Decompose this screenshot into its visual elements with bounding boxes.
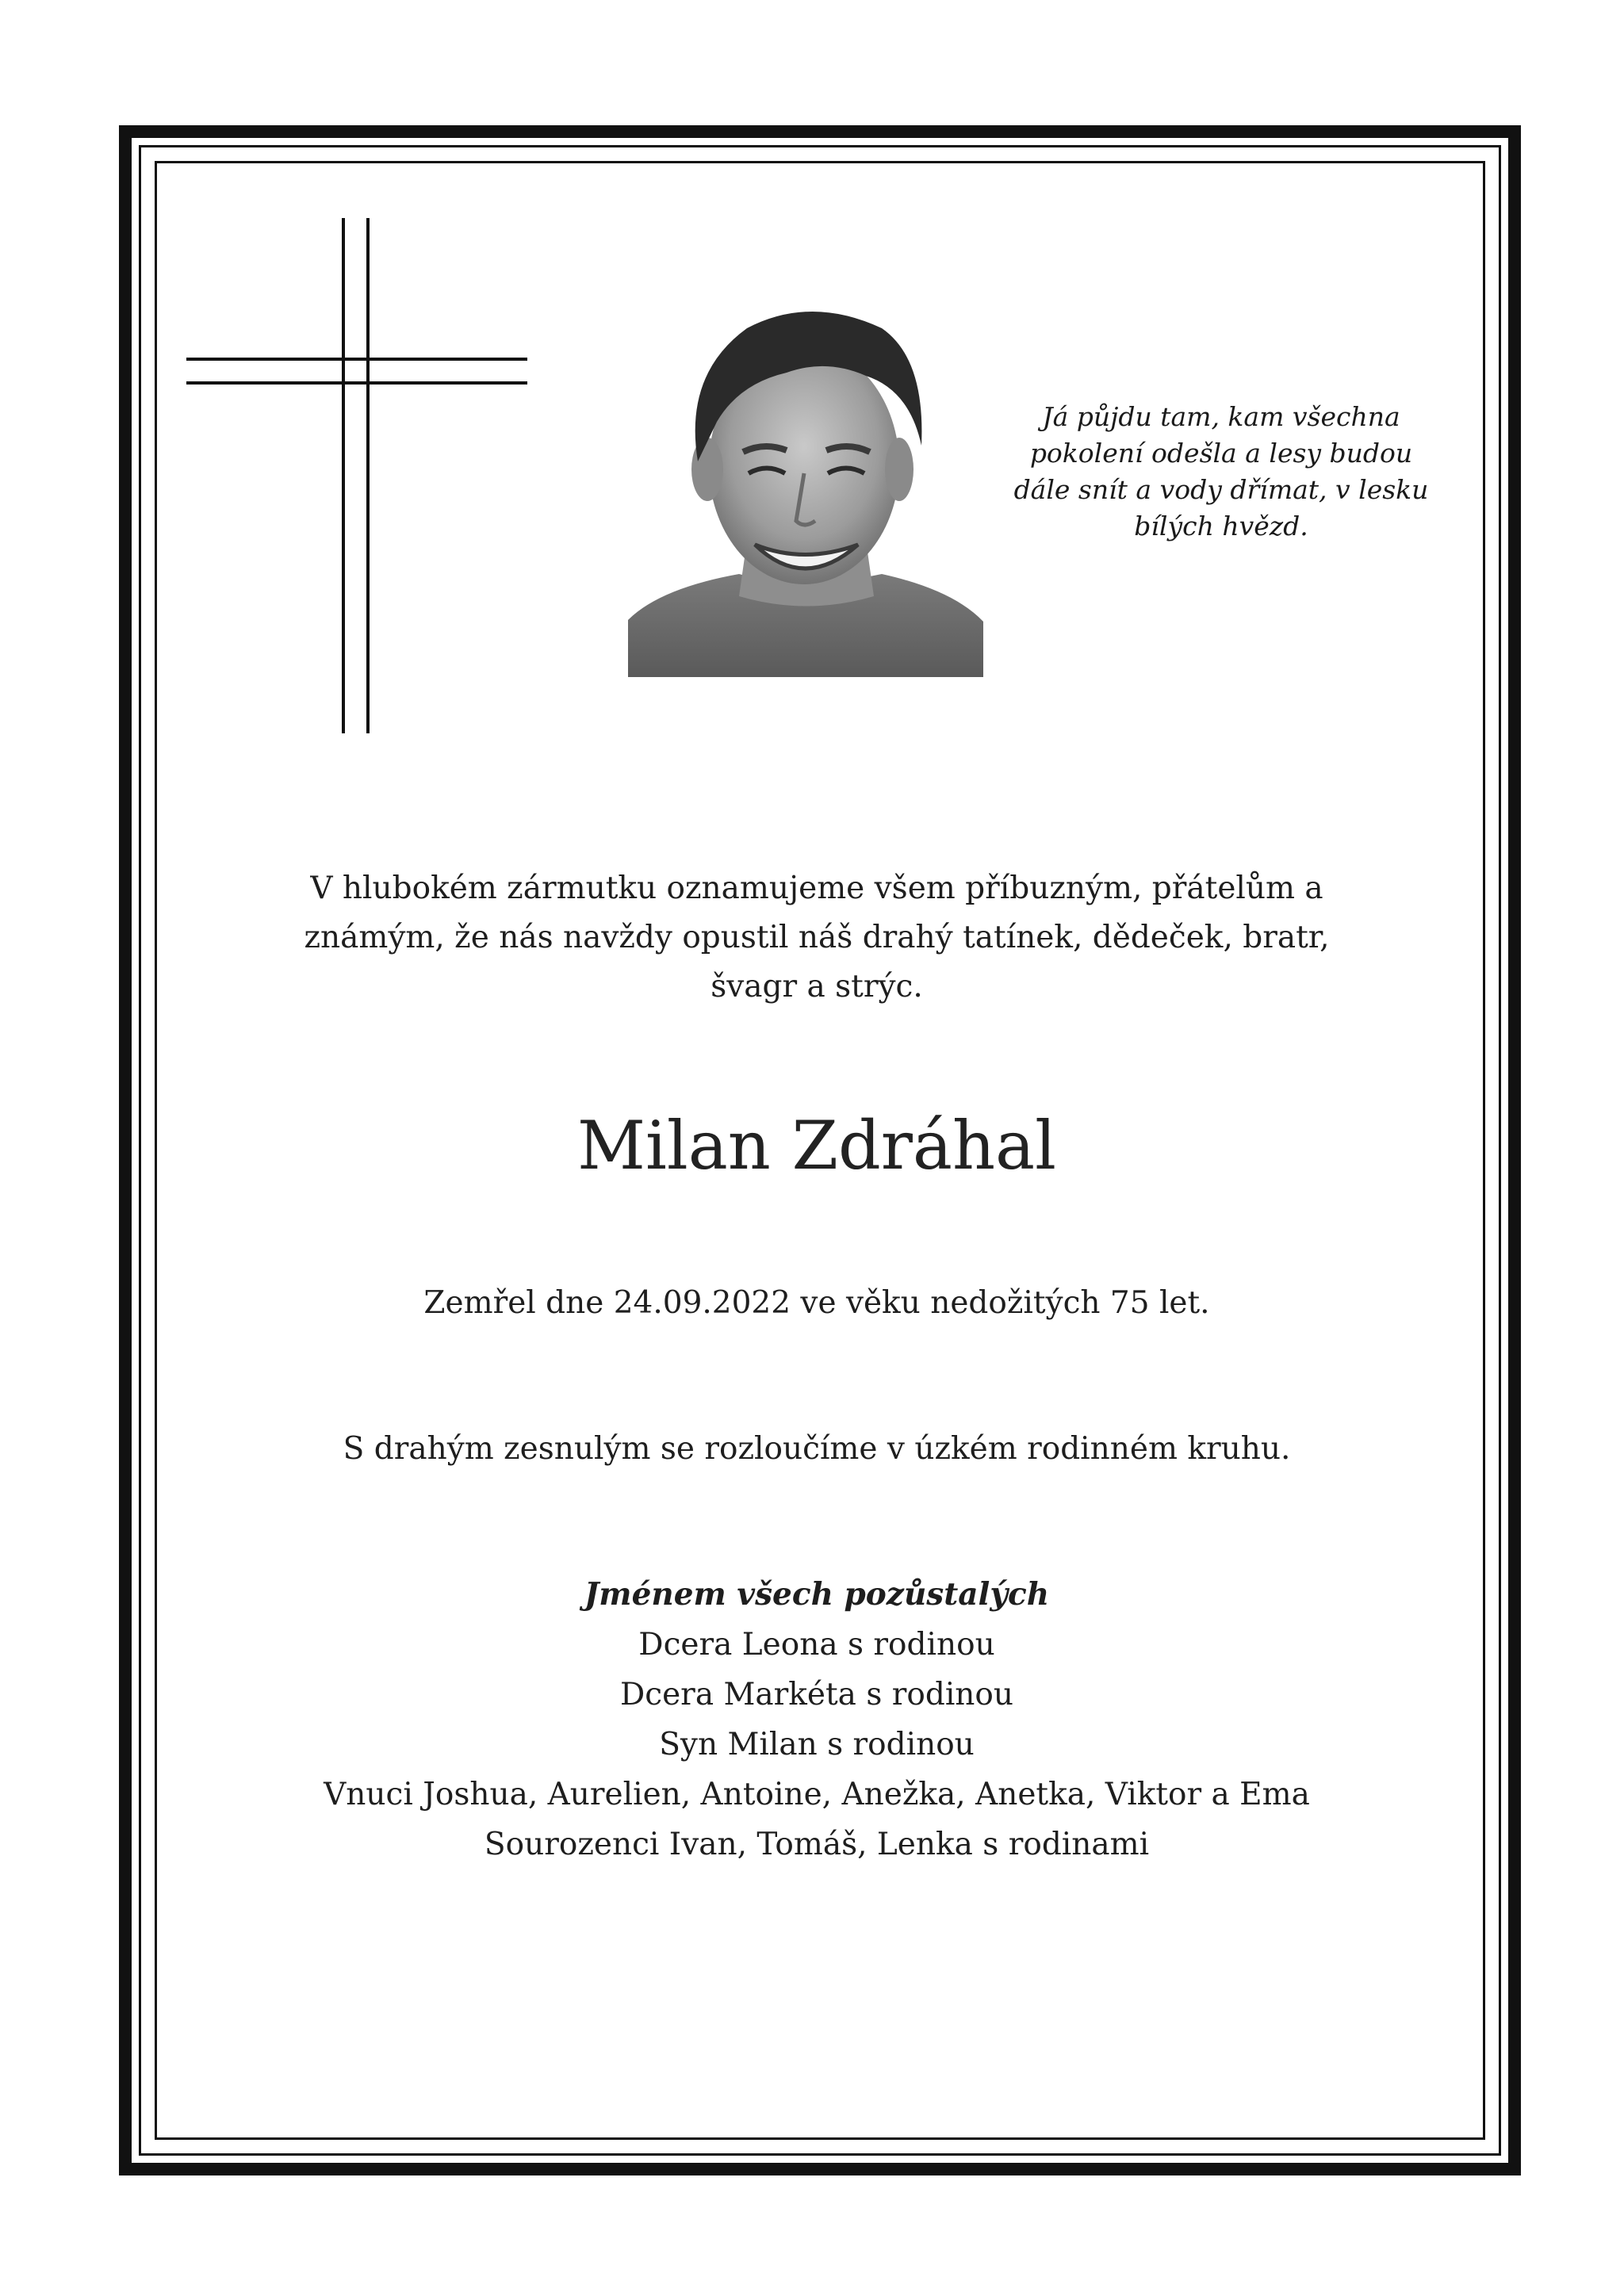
mourner-line: Syn Milan s rodinou (659, 1727, 975, 1762)
quote-line: bílých hvězd. (1134, 511, 1308, 541)
deceased-name: Milan Zdráhal (576, 1107, 1057, 1184)
farewell-text: S drahým zesnulým se rozloučíme v úzkém rodinném kruhu. (343, 1431, 1291, 1467)
mourner-line: Vnuci Joshua, Aurelien, Antoine, Anežka, Anetka, Viktor a Ema (324, 1777, 1310, 1812)
mourners-heading: Jménem všech pozůstalých (584, 1576, 1050, 1613)
mourner-line: Dcera Leona s rodinou (638, 1627, 995, 1663)
quote-line: dále snít a vody dřímat, v lesku (1013, 474, 1429, 505)
quote-line: Já půjdu tam, kam všechna (1042, 401, 1400, 432)
mourners-list (285, 1570, 1348, 1869)
announcement-text (285, 864, 1348, 1012)
cross-icon (182, 218, 531, 733)
announcement-line: V hlubokém zármutku oznamujeme všem příbuzným, přátelům a (310, 871, 1323, 906)
announcement-line: známým, že nás navždy opustil náš drahý tatínek, dědeček, bratr, (304, 920, 1330, 955)
mourner-line: Dcera Markéta s rodinou (619, 1677, 1014, 1712)
quote (1011, 399, 1431, 545)
mourner-line: Sourozenci Ivan, Tomáš, Lenka s rodinami (484, 1827, 1150, 1862)
portrait-photo (628, 279, 983, 677)
death-date-text: Zemřel dne 24.09.2022 ve věku nedožitých 75 let. (423, 1285, 1210, 1321)
announcement-line: švagr a strýc. (710, 969, 923, 1004)
quote-line: pokolení odešla a lesy budou (1029, 438, 1413, 469)
